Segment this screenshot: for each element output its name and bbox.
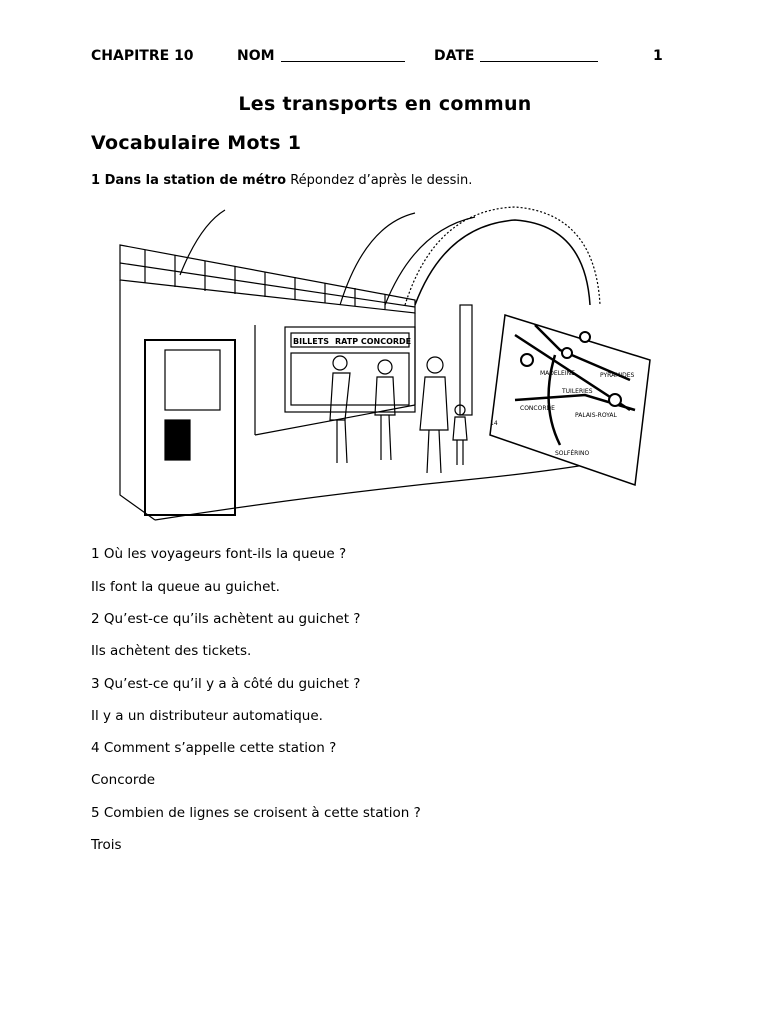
name-blank-line <box>281 48 405 62</box>
map-label-palais-royal: PALAIS-ROYAL <box>575 412 617 419</box>
date-blank-line <box>480 48 598 62</box>
answer-2: Ils achètent des tickets. <box>91 643 252 659</box>
map-label-line-number: 14 <box>490 420 498 427</box>
exercise-instruction-text: Répondez d’après le dessin. <box>286 173 473 188</box>
sign-station-name: RATP CONCORDE <box>335 337 412 346</box>
page-title: Les transports en commun <box>238 93 532 115</box>
metro-station-illustration <box>115 205 665 525</box>
section-title: Vocabulaire Mots 1 <box>91 132 302 154</box>
name-label: NOM <box>237 48 275 64</box>
sign-billets: BILLETS <box>293 337 329 346</box>
question-5: 5 Combien de lignes se croisent à cette station ? <box>91 805 421 821</box>
map-label-concorde: CONCORDE <box>520 405 555 412</box>
question-2: 2 Qu’est-ce qu’ils achètent au guichet ? <box>91 611 361 627</box>
map-label-madeleine: MADELEINE <box>540 370 575 377</box>
page-number: 1 <box>653 48 663 64</box>
exercise-instruction <box>91 173 472 188</box>
map-label-pyramides: PYRAMIDES <box>600 372 635 379</box>
chapter-label: CHAPITRE 10 <box>91 48 194 64</box>
answer-5: Trois <box>91 837 122 853</box>
worksheet-header <box>91 48 671 68</box>
map-label-tuileries: TUILERIES <box>562 388 593 395</box>
question-3: 3 Qu’est-ce qu’il y a à côté du guichet ? <box>91 676 361 692</box>
map-label-solferino: SOLFÉRINO <box>555 450 590 457</box>
date-label: DATE <box>434 48 475 64</box>
date-field <box>434 48 474 64</box>
answer-1: Ils font la queue au guichet. <box>91 579 280 595</box>
answer-3: Il y a un distributeur automatique. <box>91 708 323 724</box>
answer-4: Concorde <box>91 772 156 788</box>
question-4: 4 Comment s’appelle cette station ? <box>91 740 337 756</box>
exercise-heading: 1 Dans la station de métro <box>91 173 287 188</box>
name-field <box>237 48 275 64</box>
question-1: 1 Où les voyageurs font-ils la queue ? <box>91 546 347 562</box>
